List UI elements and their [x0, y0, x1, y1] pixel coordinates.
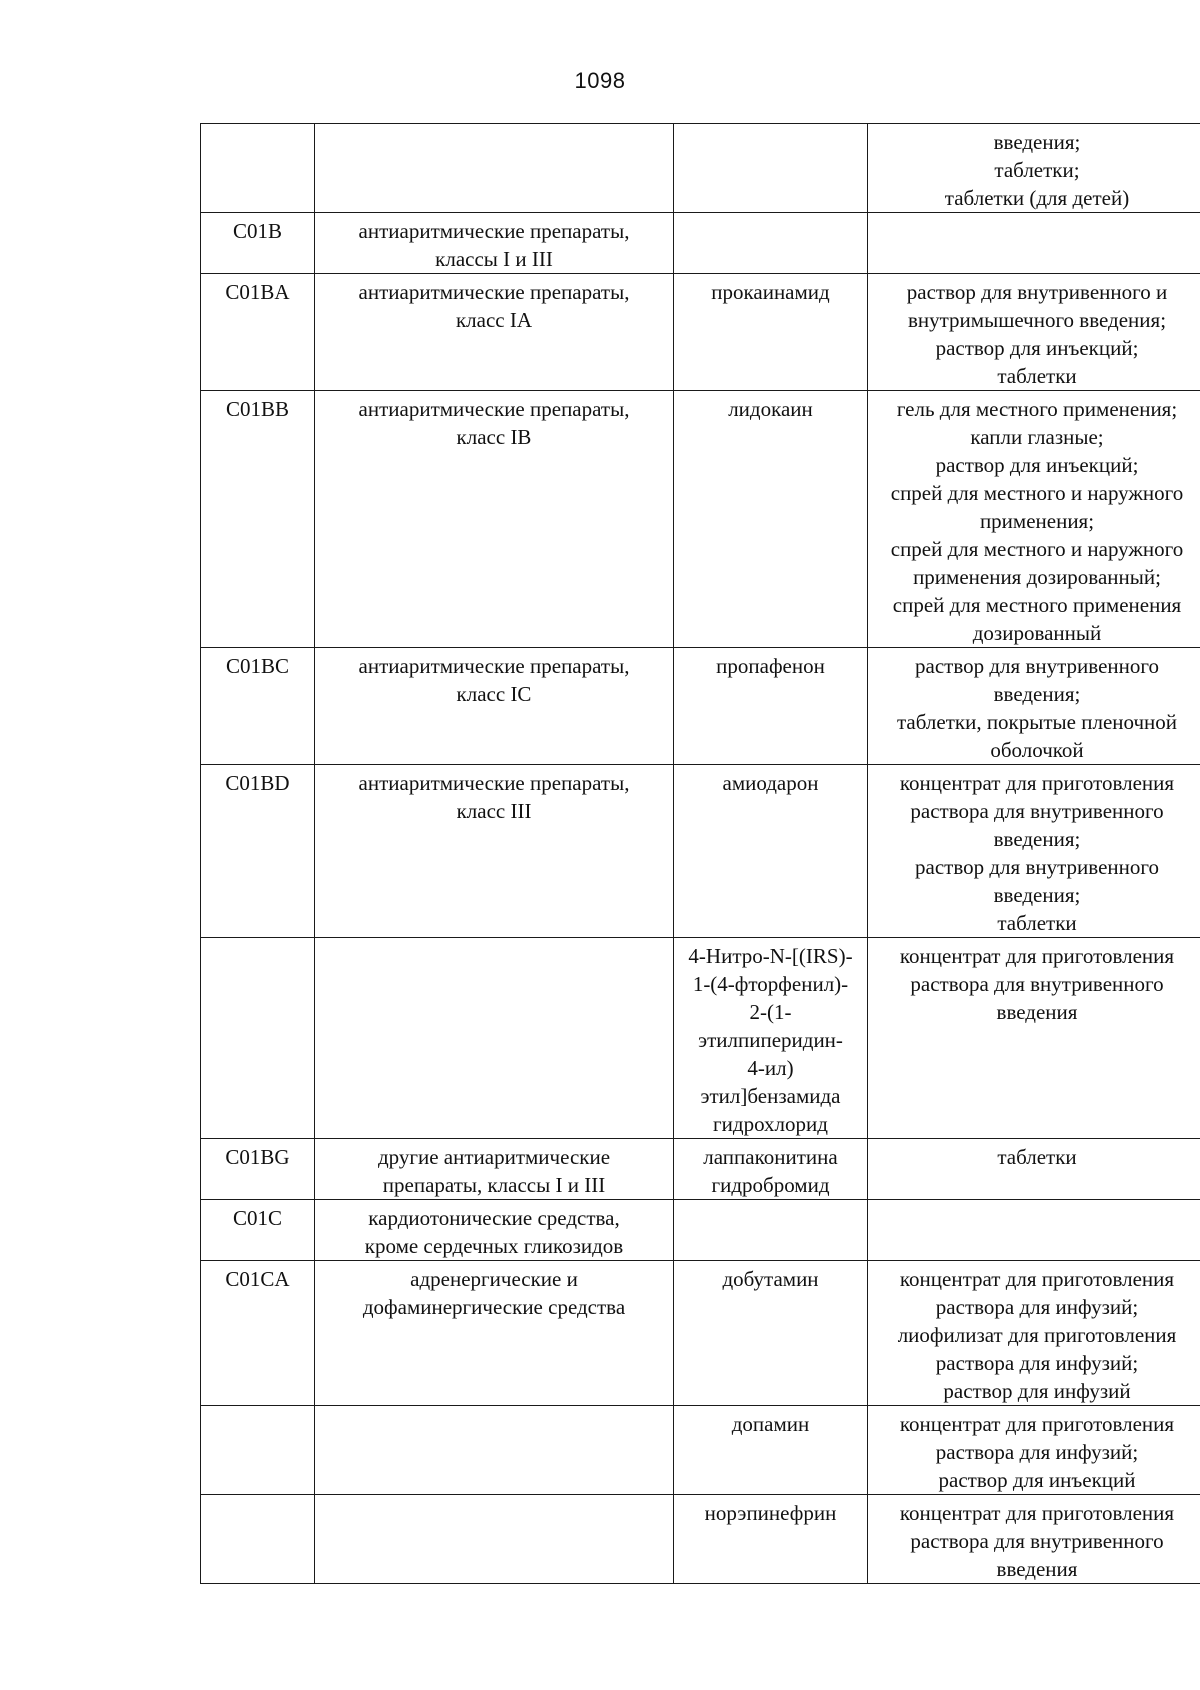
pharmacological-group-cell: адренергические и дофаминергические средства — [315, 1261, 674, 1406]
dosage-forms-cell — [868, 765, 1200, 938]
pharmacological-group-cell: кардиотонические средства, кроме сердечных гликозидов — [315, 1200, 674, 1261]
dosage-forms-cell — [868, 1200, 1200, 1261]
dosage-forms-text: концентрат для приготовления раствора для инфузий; раствор для инъекций — [899, 1412, 1175, 1492]
dosage-forms-text: концентрат для приготовления раствора для внутривенного введения; раствор для внутривенного введения; таблетки — [899, 771, 1175, 935]
table-row — [201, 1495, 1200, 1584]
table-row — [201, 1200, 1200, 1261]
drug-name-cell: прокаинамид — [674, 274, 868, 391]
dosage-forms-cell — [868, 1139, 1200, 1200]
atc-code-cell: C01BG — [201, 1139, 315, 1200]
atc-code-cell: C01C — [201, 1200, 315, 1261]
dosage-forms-cell — [868, 938, 1200, 1139]
drug-name-cell — [674, 124, 868, 213]
table-row — [201, 938, 1200, 1139]
table-row — [201, 1261, 1200, 1406]
table-row — [201, 1406, 1200, 1495]
drug-classification-table — [200, 123, 1200, 1584]
dosage-forms-cell — [868, 274, 1200, 391]
pharmacological-group-cell: антиаритмические препараты, класс III — [315, 765, 674, 938]
dosage-forms-cell — [868, 124, 1200, 213]
pharmacological-group-cell: антиаритмические препараты, классы I и III — [315, 213, 674, 274]
dosage-forms-text: концентрат для приготовления раствора для внутривенного введения — [899, 1501, 1175, 1581]
pharmacological-group-cell — [315, 1406, 674, 1495]
atc-code-cell — [201, 1406, 315, 1495]
table-row — [201, 391, 1200, 648]
pharmacological-group-cell: другие антиаритмические препараты, классы I и III — [315, 1139, 674, 1200]
drug-name-cell: лидокаин — [674, 391, 868, 648]
table-row — [201, 648, 1200, 765]
pharmacological-group-cell: антиаритмические препараты, класс IB — [315, 391, 674, 648]
drug-name-cell: норэпинефрин — [674, 1495, 868, 1584]
atc-code-cell: C01BB — [201, 391, 315, 648]
dosage-forms-text: раствор для внутривенного и внутримышечного введения; раствор для инъекций; таблетки — [906, 280, 1168, 388]
atc-code-cell — [201, 1495, 315, 1584]
pharmacological-group-cell: антиаритмические препараты, класс IA — [315, 274, 674, 391]
atc-code-cell: C01BA — [201, 274, 315, 391]
dosage-forms-text: таблетки — [997, 1145, 1077, 1169]
table-body — [201, 124, 1200, 1584]
atc-code-cell: C01CA — [201, 1261, 315, 1406]
table-row — [201, 765, 1200, 938]
drug-name-cell: добутамин — [674, 1261, 868, 1406]
table-row — [201, 1139, 1200, 1200]
table-row — [201, 213, 1200, 274]
dosage-forms-text: гель для местного применения; капли глазные; раствор для инъекций; спрей для местного и наружного применения; спрей для местного и наружного применения дозированный; спрей для местного применения дозированный — [890, 397, 1184, 645]
drug-name-cell — [674, 1200, 868, 1261]
drug-name-cell: амиодарон — [674, 765, 868, 938]
table-row — [201, 274, 1200, 391]
drug-name-cell: 4-Нитро-N-[(IRS)- 1-(4-фторфенил)- 2-(1- этилпиперидин- 4-ил) этил]бензамида гидрохлорид — [674, 938, 868, 1139]
pharmacological-group-cell — [315, 124, 674, 213]
drug-name-cell — [674, 213, 868, 274]
atc-code-cell: C01BC — [201, 648, 315, 765]
atc-code-cell — [201, 124, 315, 213]
dosage-forms-cell — [868, 391, 1200, 648]
dosage-forms-text: раствор для внутривенного введения; таблетки, покрытые пленочной оболочкой — [896, 654, 1177, 762]
pharmacological-group-cell — [315, 1495, 674, 1584]
dosage-forms-text: концентрат для приготовления раствора для инфузий; лиофилизат для приготовления раствора для инфузий; раствор для инфузий — [897, 1267, 1177, 1403]
dosage-forms-cell — [868, 213, 1200, 274]
atc-code-cell: C01BD — [201, 765, 315, 938]
table-row — [201, 124, 1200, 213]
drug-name-cell: пропафенон — [674, 648, 868, 765]
dosage-forms-cell — [868, 1406, 1200, 1495]
drug-name-cell: лаппаконитина гидробромид — [674, 1139, 868, 1200]
dosage-forms-cell — [868, 648, 1200, 765]
atc-code-cell: C01B — [201, 213, 315, 274]
dosage-forms-text: концентрат для приготовления раствора для внутривенного введения — [899, 944, 1175, 1024]
page-number: 1098 — [574, 68, 626, 93]
pharmacological-group-cell: антиаритмические препараты, класс IC — [315, 648, 674, 765]
dosage-forms-cell — [868, 1495, 1200, 1584]
dosage-forms-cell — [868, 1261, 1200, 1406]
dosage-forms-text: введения; таблетки; таблетки (для детей) — [944, 130, 1130, 210]
drug-name-cell: допамин — [674, 1406, 868, 1495]
pharmacological-group-cell — [315, 938, 674, 1139]
atc-code-cell — [201, 938, 315, 1139]
